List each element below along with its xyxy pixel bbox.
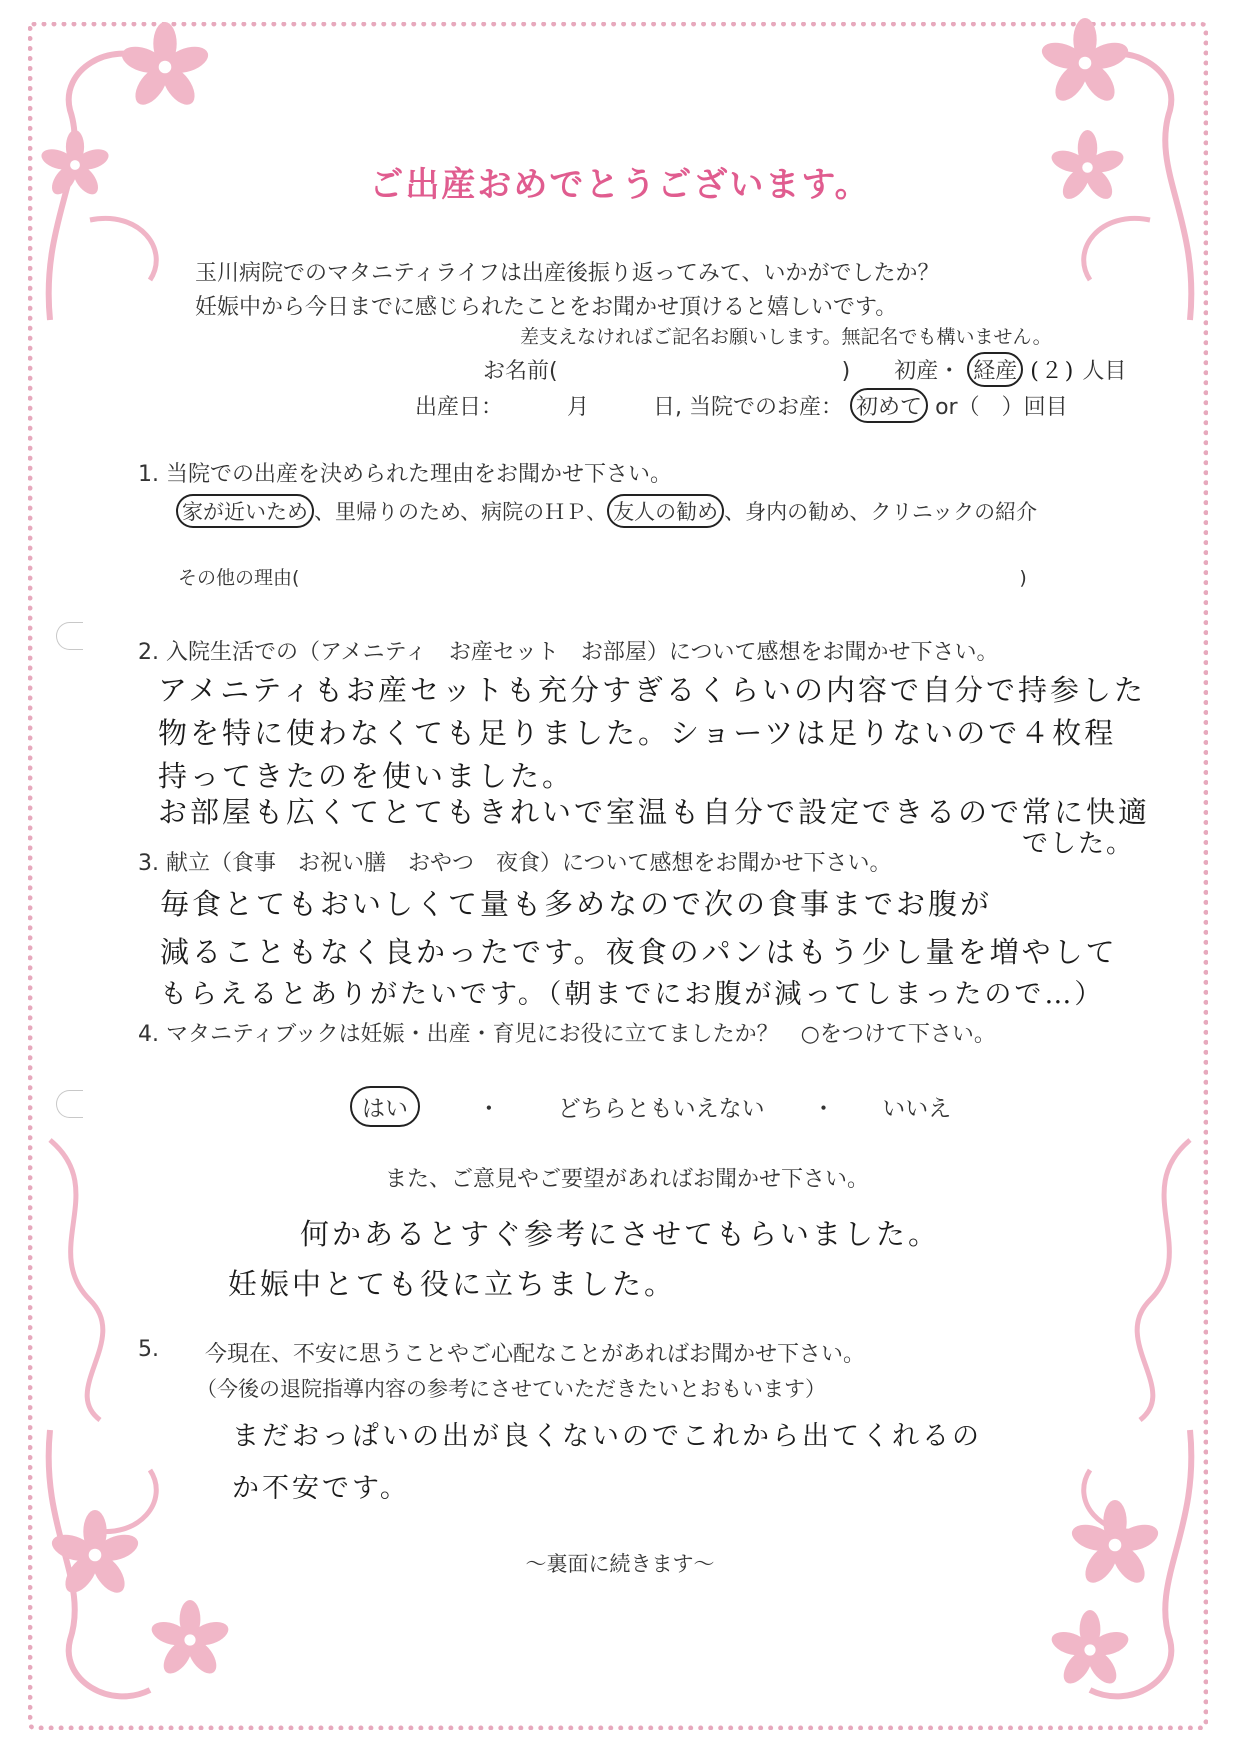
- birth-count-suffix: 人目: [1082, 359, 1127, 384]
- q3-answer-line: 減ることもなく良かったです。夜食のパンはもう少し量を増やして: [160, 935, 1118, 969]
- option-friend-recommendation[interactable]: 友人の勧め: [607, 494, 724, 528]
- hospital-birth-label: 当院でのお産：: [689, 395, 844, 420]
- name-label: お名前(: [483, 359, 558, 384]
- option-yes[interactable]: はい: [350, 1086, 420, 1127]
- swirl-ornament-right-middle: [1100, 1130, 1210, 1430]
- question-1-label: 1. 当院での出産を決められた理由をお聞かせ下さい。: [138, 462, 672, 487]
- page-title: ご出産おめでとうございます。: [369, 165, 871, 205]
- option-neutral[interactable]: どちらともいえない: [557, 1096, 765, 1122]
- option-separator: ・: [477, 1096, 501, 1122]
- option-rest[interactable]: 、里帰りのため、病院のＨＰ、: [314, 500, 608, 524]
- q3-answer-line: 毎食とてもおいしくて量も多めなので次の食事までお腹が: [160, 887, 993, 921]
- repeat-count-option[interactable]: or（ ）回目: [935, 395, 1068, 420]
- date-row: [415, 388, 1068, 423]
- continue-footer: ～裏面に続きます～: [525, 1552, 715, 1576]
- q4-answer-line: 何かあるとすぐ参考にさせてもらいました。: [300, 1217, 941, 1251]
- punch-hole: [56, 622, 83, 650]
- question-5-label: 今現在、不安に思うことやご心配なことがあればお聞かせ下さい。: [205, 1342, 866, 1367]
- q2-answer-line: 物を特に使わなくても足りました。ショーツは足りないので４枚程: [158, 716, 1117, 750]
- q2-answer-line: 持ってきたのを使いました。: [158, 759, 575, 793]
- name-row: [483, 352, 1127, 387]
- q2-answer-line: でした。: [1022, 829, 1135, 859]
- q2-answer-line: アメニティもお産セットも充分すぎるくらいの内容で自分で持参した: [158, 673, 1146, 707]
- request-label: また、ご意見やご要望があればお聞かせ下さい。: [385, 1167, 870, 1192]
- flower-icon: [120, 22, 210, 112]
- flower-icon: [150, 1600, 230, 1680]
- option-tail[interactable]: 、身内の勧め、クリニックの紹介: [724, 500, 1038, 524]
- q2-answer-line: お部屋も広くてとてもきれいで室温も自分で設定できるので常に快適: [158, 795, 1151, 829]
- question-2-label: 2. 入院生活での（アメニティ お産セット お部屋）について感想をお聞かせ下さい。: [138, 640, 999, 665]
- other-reason-label: その他の理由(: [178, 567, 300, 589]
- question-3-label: 3. 献立（食事 お祝い膳 おやつ 夜食）について感想をお聞かせ下さい。: [138, 851, 892, 876]
- question-4-options: [350, 1086, 951, 1127]
- question-1-options: [176, 494, 1037, 528]
- question-5-note: （今後の退院指導内容の参考にさせていただきたいとおもいます）: [196, 1377, 826, 1401]
- intro-note: 差支えなければご記名お願いします。無記名でも構いません。: [520, 326, 1052, 348]
- question-5-number: 5.: [138, 1337, 159, 1362]
- day-label: 日,: [653, 395, 683, 420]
- q5-answer-line: か不安です。: [232, 1473, 410, 1504]
- other-reason-row: [178, 563, 1027, 590]
- multi-birth-option[interactable]: 経産: [967, 352, 1023, 387]
- question-4-label: 4. マタニティブックは妊娠・出産・育児にお役に立てましたか？ ○をつけて下さい。: [138, 1022, 996, 1047]
- option-near-home[interactable]: 家が近いため: [176, 494, 314, 528]
- other-reason-close: ): [1019, 567, 1027, 589]
- intro-line-1: 玉川病院でのマタニティライフは出産後振り返ってみて、いかがでしたか？: [195, 261, 940, 286]
- flower-icon: [1040, 18, 1130, 108]
- birth-count: (２): [1030, 359, 1076, 384]
- first-birth-option[interactable]: 初産・: [894, 359, 961, 384]
- q4-answer-line: 妊娠中とても役に立ちました。: [228, 1267, 677, 1301]
- swirl-ornament-left-middle: [30, 1130, 140, 1430]
- option-no[interactable]: いいえ: [882, 1096, 952, 1122]
- birth-date-label: 出産日：: [415, 395, 504, 420]
- q3-answer-line: もらえるとありがたいです。（朝までにお腹が減ってしまったので…）: [160, 979, 1105, 1010]
- flower-icon: [1050, 1610, 1130, 1690]
- option-separator: ・: [811, 1096, 835, 1122]
- intro-line-2: 妊娠中から今日までに感じられたことをお聞かせ頂けると嬉しいです。: [195, 295, 898, 320]
- month-label: 月: [567, 395, 590, 420]
- punch-hole: [56, 1090, 83, 1118]
- name-close: ): [841, 359, 851, 384]
- q5-answer-line: まだおっぱいの出が良くないのでこれから出てくれるの: [232, 1421, 982, 1452]
- first-time-option[interactable]: 初めて: [850, 388, 928, 423]
